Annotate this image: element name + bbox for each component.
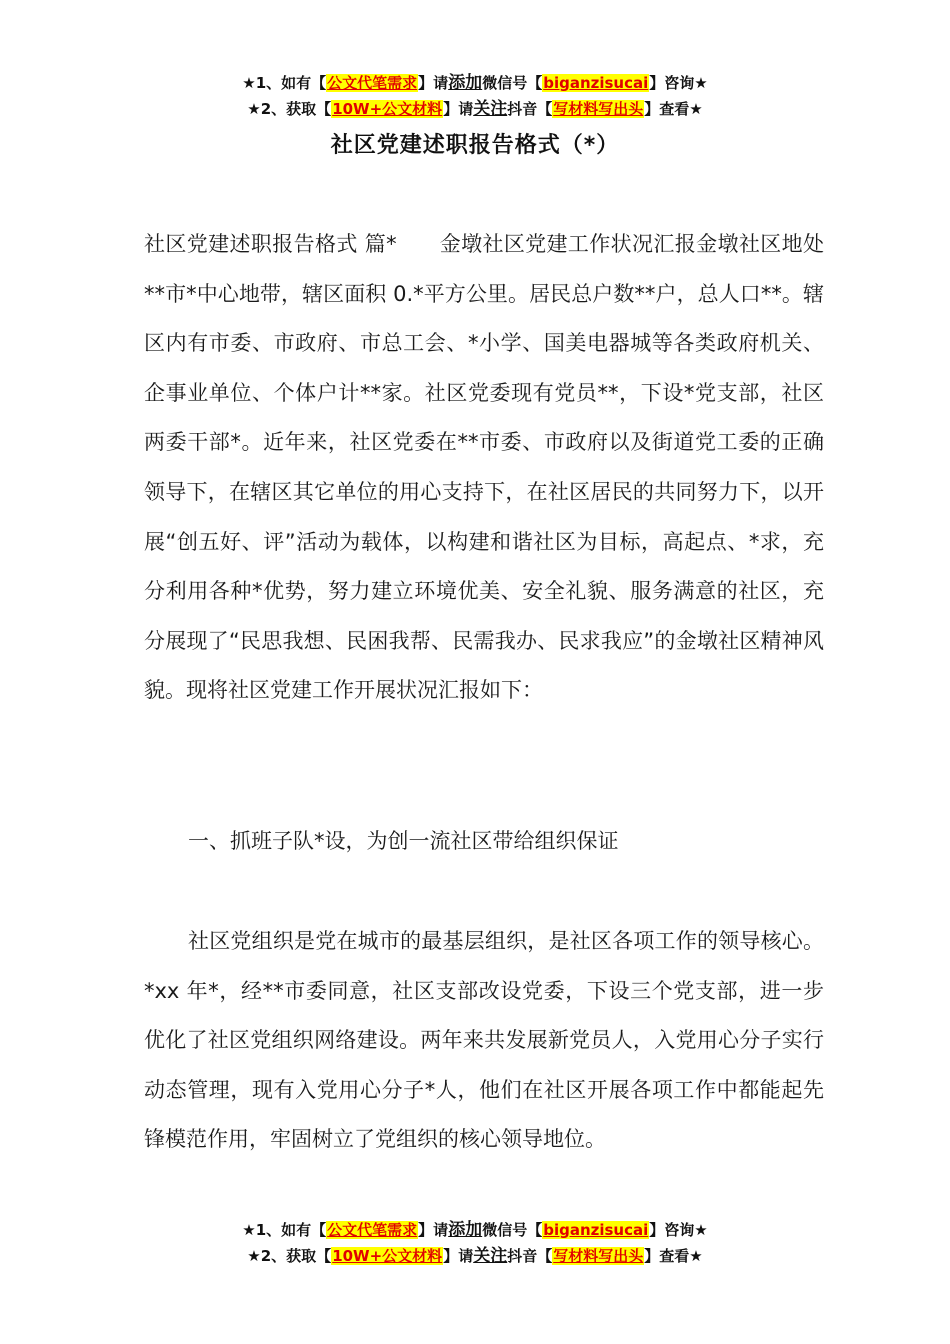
banner-text: 抖音【 (507, 1247, 553, 1265)
banner-underline: 添加 (448, 73, 483, 93)
banner-underline: 关注 (473, 99, 508, 119)
banner-highlight: 10W+公文材料 (332, 100, 443, 118)
section-heading: 一、抓班子队*设，为创一流社区带给组织保证 (188, 829, 619, 853)
banner-text: 】咨询★ (649, 1221, 708, 1239)
banner-highlight-wechat: biganzisucai (543, 1221, 649, 1239)
banner-line-1 (0, 1217, 950, 1243)
banner-text: 】请 (418, 74, 449, 92)
paragraph-section-1: 社区党组织是党在城市的最基层组织，是社区各项工作的领导核心。*xx 年*，经**市委同意，社区支部改设党委，下设三个党支部，进一步优化了社区党组织网络建设。两年来共发展新党员人，入党用心分子实行动态管理，现有入党用心分子*人，他们在社区开展各项工作中都能起先锋模范作用，牢固树立了党组织的核心领导地位。 (144, 929, 824, 1152)
banner-highlight: 公文代笔需求 (327, 1221, 418, 1239)
top-banner (0, 70, 950, 122)
banner-text: 微信号【 (482, 74, 543, 92)
banner-text: 】咨询★ (649, 74, 708, 92)
banner-line-2 (0, 96, 950, 122)
banner-underline: 添加 (448, 1220, 483, 1240)
banner-line-2 (0, 1243, 950, 1269)
banner-underline: 关注 (473, 1246, 508, 1266)
banner-text: 】请 (443, 1247, 474, 1265)
banner-line-1 (0, 70, 950, 96)
banner-text: 】请 (443, 100, 474, 118)
banner-text: 抖音【 (507, 100, 553, 118)
banner-highlight-douyin: 写材料写出头 (553, 1247, 644, 1265)
paragraph-intro: 社区党建述职报告格式 篇* 金墩社区党建工作状况汇报金墩社区地处**市*中心地带，辖区面积 0.*平方公里。居民总户数**户，总人口**。辖区内有市委、市政府、市总工会、*小学、国美电器城等各类政府机关、企事业单位、个体户计**家。社区党委现有党员**，下设*党支部，社区两委干部*。近年来，社区党委在**市委、市政府以及街道党工委的正确领导下，在辖区其它单位的用心支持下，在社区居民的共同努力下，以开展“创五好、评”活动为载体，以构建和谐社区为目标，高起点、*求，充分利用各种*优势，努力建立环境优美、安全礼貌、服务满意的社区，充分展现了“民思我想、民困我帮、民需我办、民求我应”的金墩社区精神风貌。现将社区党建工作开展状况汇报如下： (144, 232, 824, 703)
banner-text: ★2、获取【 (247, 1247, 332, 1265)
document-title: 社区党建述职报告格式（*） (330, 133, 620, 158)
banner-highlight-wechat: biganzisucai (543, 74, 649, 92)
banner-text: ★1、如有【 (242, 1221, 327, 1239)
banner-text: 】请 (418, 1221, 449, 1239)
bottom-banner (0, 1217, 950, 1269)
banner-highlight: 10W+公文材料 (332, 1247, 443, 1265)
banner-text: ★2、获取【 (247, 100, 332, 118)
banner-highlight-douyin: 写材料写出头 (553, 100, 644, 118)
banner-text: 】查看★ (644, 1247, 703, 1265)
banner-text: 微信号【 (482, 1221, 543, 1239)
banner-highlight: 公文代笔需求 (327, 74, 418, 92)
banner-text: ★1、如有【 (242, 74, 327, 92)
banner-text: 】查看★ (644, 100, 703, 118)
